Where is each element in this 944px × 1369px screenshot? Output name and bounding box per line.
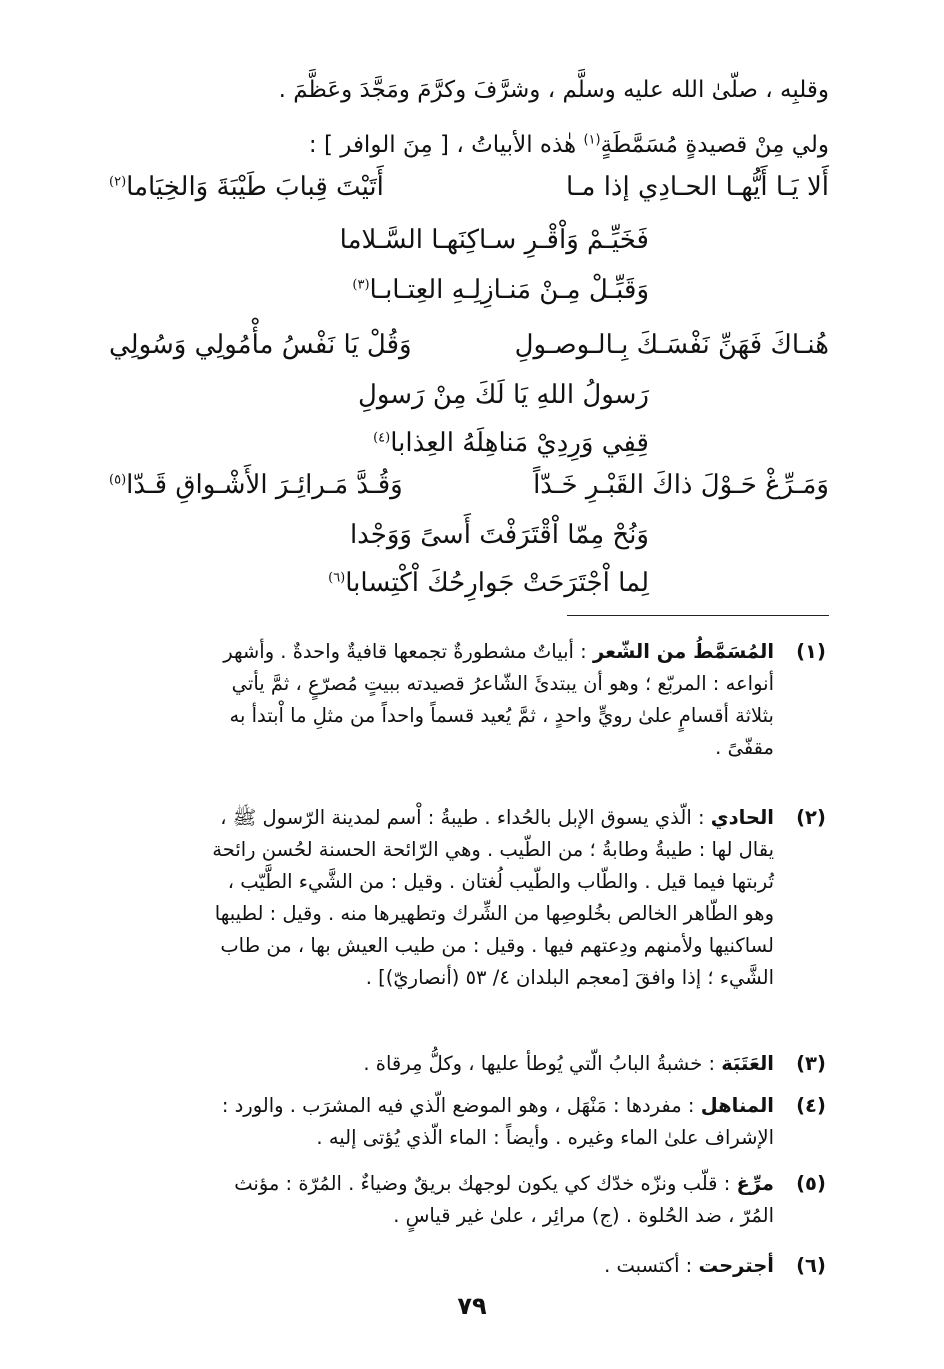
footnote-term: المُسَمَّطُ من الشّعر — [592, 640, 774, 663]
stanza-2-line-3: قِفِي وَرِدِيْ مَناهِلَهُ العِذابا$^{(٤)}$ — [373, 428, 649, 458]
stanza-3-line-1 — [109, 470, 829, 500]
stanza-2-line-2: رَسولُ اللهِ يَا لَكَ مِنْ رَسولِ — [357, 380, 649, 410]
footnote-number: (١) — [796, 640, 826, 663]
footnote-body: المناهل : مفردها : مَنْهَل ، وهو الموضع الّذي فيه المشرَب . والورد : الإشراف علىٰ الماء وغيره . وأيضاً : الماء الّذي يُؤتى إليه . — [221, 1094, 774, 1149]
footnote-term: مرِّغ — [736, 1172, 774, 1195]
footnote-term: العَتَبَة — [721, 1052, 774, 1075]
footnote-number: (٤) — [796, 1094, 826, 1117]
footnote-body: الحادي : الّذي يسوق الإبل بالحُداء . طيبةُ : اْسم لمدينة الرّسول ﷺ ، يقال لها : طيبةُ وطابةُ ؛ من الطّيب . وهي الرّائحة الحسنة لحُسن رائحة تُربتها فيما قيل . والطّاب والطّيب لُغتان . وقيل : من الشَّيء الطَّيّب ، وهو الطّاهر الخالص بخُلوصِها من الشِّرك وتطهيرها منه . وقيل : لطيبها لساكنيها ولأمنهم ودِعتهم فيها . وقيل : من طيب العيش بها ، من طاب الشَّيء ؛ إذا وافقَ [معجم البلدان ٤/ ٥٣ (أنصاريّ)] . — [212, 806, 774, 989]
footnote-body: مرِّغ : قلّب ونزّه خدّك كي يكون لوجهك بريقٌ وضياءٌ . المُرّة : مؤنث المُرّ ، ضد الحُلوة . (ج) مرائِر ، علىٰ غير قياسٍ . — [234, 1172, 774, 1227]
footnote-number: (٣) — [796, 1052, 826, 1075]
footnote-2 — [114, 802, 829, 994]
stanza-3-line-2: وَنُحْ مِمّا اْقْتَرَفْتَ أَسىً وَوَجْدا — [349, 520, 649, 550]
stanza-3-line-3: لِما اْجْتَرَحَتْ جَوارِحُكَ اْكْتِسابا$^{(٦)}$ — [328, 568, 649, 598]
footnote-ref: (٦) — [328, 570, 346, 586]
footnote-5 — [114, 1168, 829, 1232]
footnote-number: (٦) — [796, 1254, 826, 1277]
hemistich-left: وَقُـدَّ مَـرائِـرَ الأَشْـواقِ قَـدّا$^{(٥)}$ — [109, 470, 403, 500]
footnote-1 — [114, 636, 829, 764]
footnote-number: (٥) — [796, 1172, 826, 1195]
footnote-4 — [114, 1090, 829, 1154]
intro-line-1: وقلبِه ، صلّىٰ الله عليه وسلَّم ، وشرَّفَ وكرَّمَ ومَجَّدَ وعَظَّمَ . — [278, 77, 829, 103]
hemistich-left: أَتَيْتَ قِبابَ طَيْبَةَ وَالخِيَاما$^{(٢)}$ — [109, 172, 384, 202]
footnote-6 — [114, 1250, 829, 1282]
footnote-ref: (٥) — [109, 472, 127, 488]
footnote-term: المناهل — [700, 1094, 774, 1117]
hemistich-right: وَمَـرِّغْ حَـوْلَ ذاكَ القَبْـرِ خَـدّاً — [533, 470, 829, 500]
footnote-ref: (١) — [583, 132, 601, 148]
stanza-2-line-1 — [109, 330, 829, 360]
hemistich-right: هُنـاكَ فَهَنِّ نَفْسَـكَ بِـالـوصـولِ — [514, 330, 829, 360]
footnote-body: أجترحت : أكتسبت . — [604, 1254, 774, 1277]
footnote-ref: (٤) — [373, 430, 391, 446]
stanza-1-line-2: فَخَيِّـمْ وَاْقْـرِ سـاكِنَهـا السَّـلاما — [339, 225, 649, 255]
hemistich-right: أَلا يَـا أَيُّهـا الحـادِي إذا مـا — [565, 172, 829, 202]
stanza-1-line-3: وَقَبِّـلْ مِـنْ مَنـازِلِـهِ العِتـابـا$^{(٣)}$ — [352, 275, 649, 305]
footnote-3 — [114, 1048, 829, 1080]
page-number: ٧٩ — [457, 1292, 487, 1320]
footnote-divider — [567, 615, 829, 616]
intro-text-a: ولي مِنْ قصيدةٍ مُسَمَّطَةٍ — [600, 132, 829, 158]
intro-line-2 — [109, 125, 829, 165]
footnote-body: العَتَبَة : خشبةُ البابُ الّتي يُوطأ عليها ، وكلُّ مِرقاة . — [363, 1052, 774, 1075]
hemistich-left: وَقُلْ يَا نَفْسُ مأْمُولِي وَسُولِي — [109, 330, 412, 360]
footnote-term: أجترحت — [698, 1254, 774, 1277]
footnote-number: (٢) — [796, 806, 826, 829]
footnote-ref: (٢) — [109, 174, 127, 190]
footnote-ref: (٣) — [352, 277, 370, 293]
stanza-1-line-1 — [109, 172, 829, 202]
footnote-body: المُسَمَّطُ من الشّعر : أبياتٌ مشطورةٌ تجمعها قافيةٌ واحدةٌ . وأشهر أنواعه : المربّع ؛ وهو أن يبتدئَ الشّاعرُ قصيدته ببيتٍ مُصرّعٍ ، ثمَّ يأتي بثلاثة أقسامٍ علىٰ رويٍّ واحدٍ ، ثمَّ يُعيد قسماً واحداً من مثلِ ما اْبتدأ به مقفّىً . — [223, 640, 774, 759]
intro-text-b: هٰذه الأبياتُ ، [ مِنَ الوافر ] : — [308, 132, 584, 158]
footnote-term: الحادي — [710, 806, 774, 829]
